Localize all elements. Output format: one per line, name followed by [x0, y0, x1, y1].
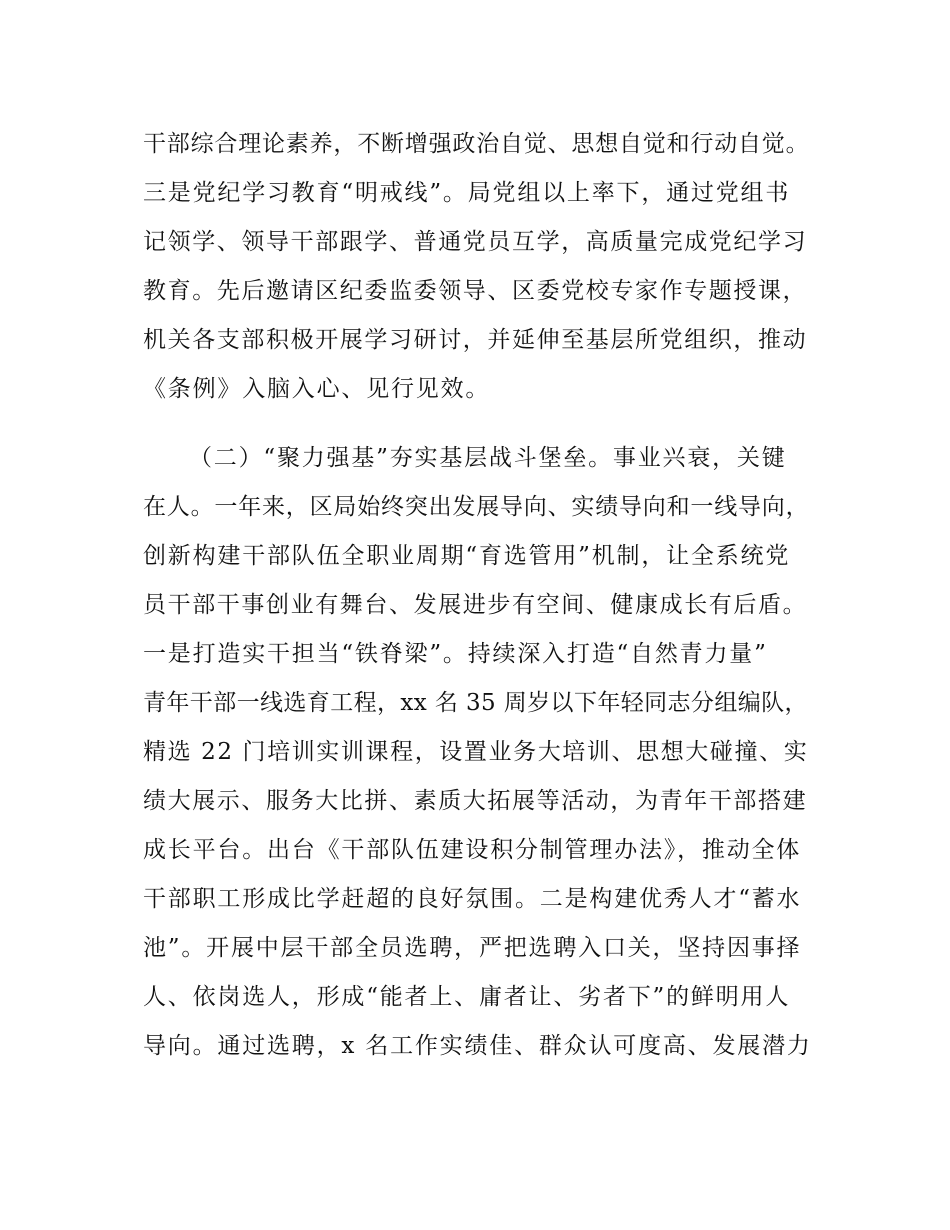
paragraph-2-line-1: （二）“聚力强基”夯实基层战斗堡垒。事业兴衰，关键: [189, 445, 787, 471]
paragraph-1-line-2: 三是党纪学习教育“明戒线”。局党组以上率下，通过党组书: [143, 180, 791, 206]
paragraph-2-line-9: 成长平台。出台《干部队伍建设积分制管理办法》，推动全体: [143, 837, 802, 863]
paragraph-2-line-3: 创新构建干部队伍全职业周期“育选管用”机制，让全系统党: [143, 543, 791, 569]
paragraph-1-line-5: 机关各支部积极开展学习研讨，并延伸至基层所党组织，推动: [143, 327, 808, 353]
paragraph-1-line-4: 教育。先后邀请区纪委监委领导、区委党校专家作专题授课，: [143, 278, 808, 304]
paragraph-1-line-3: 记领学、领导干部跟学、普通党员互学，高质量完成党纪学习: [143, 229, 808, 255]
paragraph-2-line-6: 青年干部一线选育工程，xx 名 35 周岁以下年轻同志分组编队，: [143, 690, 808, 716]
paragraph-2-line-13: 导向。通过选聘，x 名工作实绩佳、群众认可度高、发展潜力: [143, 1033, 812, 1059]
paragraph-1-line-6: 《条例》入脑入心、见行见效。: [143, 376, 491, 402]
paragraph-2-line-2: 在人。一年来，区局始终突出发展导向、实绩导向和一线导向，: [143, 494, 810, 520]
paragraph-2-line-7: 精选 22 门培训实训课程，设置业务大培训、思想大碰撞、实: [143, 739, 809, 765]
paragraph-2-line-10: 干部职工形成比学赶超的良好氛围。二是构建优秀人才“蓄水: [143, 886, 802, 912]
paragraph-2-line-4: 员干部干事创业有舞台、发展进步有空间、健康成长有后盾。: [143, 592, 808, 618]
paragraph-2-line-8: 绩大展示、服务大比拼、素质大拓展等活动，为青年干部搭建: [143, 788, 808, 814]
paragraph-2-line-5: 一是打造实干担当“铁脊梁”。持续深入打造“自然青力量”: [143, 641, 768, 667]
paragraph-2-line-12: 人、依岗选人，形成“能者上、庸者让、劣者下”的鲜明用人: [143, 984, 791, 1010]
paragraph-1-line-1: 干部综合理论素养，不断增强政治自觉、思想自觉和行动自觉。: [143, 131, 810, 157]
paragraph-2-line-11: 池”。开展中层干部全员选聘，严把选聘入口关，坚持因事择: [143, 935, 802, 961]
